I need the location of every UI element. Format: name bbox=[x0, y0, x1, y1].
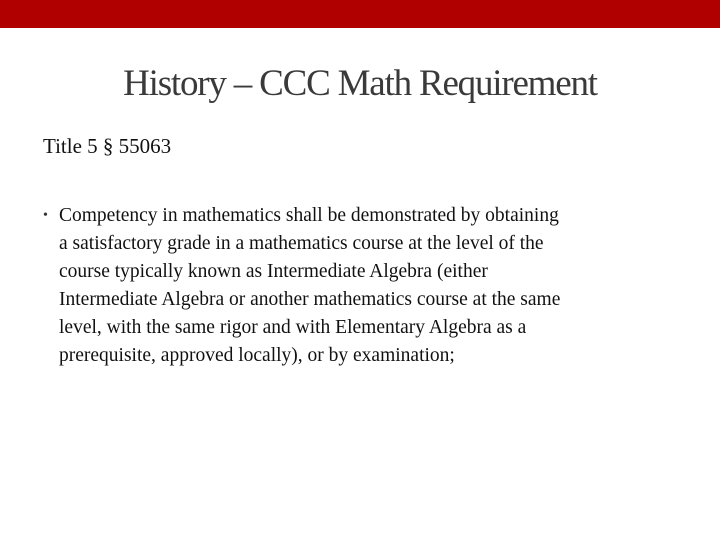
bullet-list bbox=[43, 202, 693, 370]
bullet-text-line: a satisfactory grade in a mathematics course at the level of the bbox=[59, 233, 544, 254]
bullet-text-line: Intermediate Algebra or another mathematics course at the same bbox=[59, 289, 561, 310]
slide-subtitle: Title 5 § 55063 bbox=[43, 134, 172, 158]
top-accent-bar bbox=[0, 0, 720, 28]
bullet-item bbox=[43, 202, 693, 370]
bullet-icon: • bbox=[43, 208, 48, 223]
bullet-text-line: level, with the same rigor and with Elementary Algebra as a bbox=[59, 317, 527, 338]
bullet-text-line: prerequisite, approved locally), or by examination; bbox=[59, 345, 455, 366]
slide-title: History – CCC Math Requirement bbox=[123, 63, 597, 104]
bullet-text-line: course typically known as Intermediate Algebra (either bbox=[59, 261, 488, 282]
bullet-text-line: Competency in mathematics shall be demonstrated by obtaining bbox=[59, 205, 559, 226]
